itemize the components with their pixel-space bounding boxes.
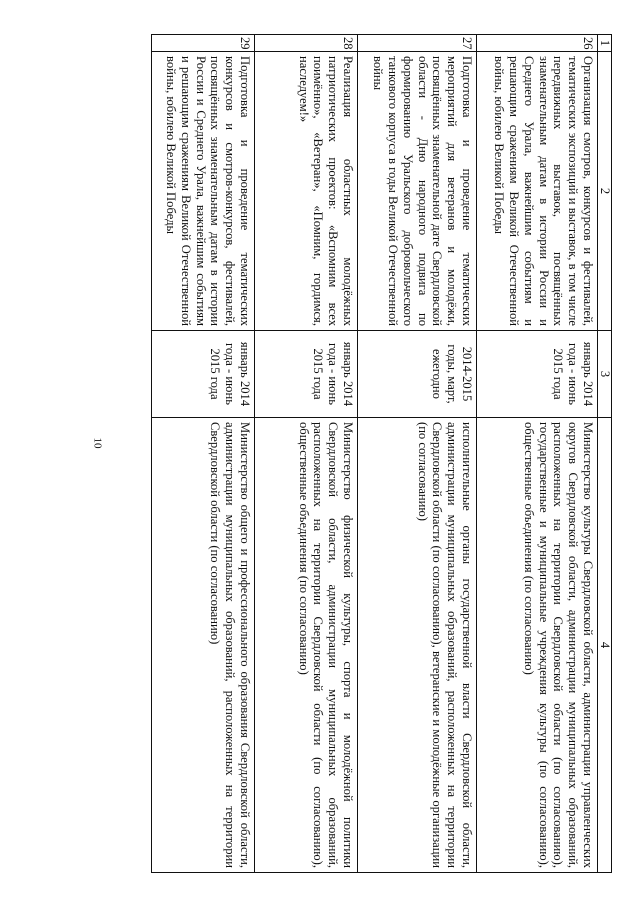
event-period: 2014-2015 годы, март, ежегодно: [358, 331, 477, 418]
table-row: [152, 35, 255, 873]
row-number: 26: [477, 35, 598, 52]
header-col-4: 4: [598, 418, 612, 873]
row-number: 29: [152, 35, 255, 52]
row-number: 27: [358, 35, 477, 52]
table-row: [255, 35, 358, 873]
responsible-parties: Министерство общего и профессионального образования Свердловской области, администрации муниципальных образований, расположенных на территории Свердловской области (по согласованию): [152, 418, 255, 873]
header-col-3: 3: [598, 331, 612, 418]
table-header-row: [598, 35, 612, 873]
table-row: [477, 35, 598, 873]
event-description: Организация смотров, конкурсов и фестивалей, тематических экспозиций и выставок, в том числе передвижных выставок, посвящённых знаменательным датам в истории России и Среднего Урала, важнейшим событиям и решающим сражениям Великой Отечественной войны, юбилею Великой Победы: [477, 52, 598, 331]
event-period: январь 2014 года - июнь 2015 года: [152, 331, 255, 418]
responsible-parties: исполнительные органы государственной власти Свердловской области, администрации муниципальных образований, расположенных на территории Свердловской области (по согласованию), ветеранские и молодёжные организации (по согласованию): [358, 418, 477, 873]
event-period: январь 2014 года - июнь 2015 года: [477, 331, 598, 418]
row-number: 28: [255, 35, 358, 52]
page-number: 10: [91, 437, 104, 449]
event-description: Подготовка и проведение тематических конкурсов и смотров-конкурсов, фестивалей, посвящённых знаменательным датам в истории России и Среднего Урала, важнейшим событиям и решающим сражениям Великой Отечественной войны, юбилею Великой Победы: [152, 52, 255, 331]
event-description: Подготовка и проведение тематических мероприятий для ветеранов и молодёжи, посвящённых знаменательной дате Свердловской области - Дню народного подвига по формированию Уральского добровольческого танкового корпуса в годы Великой Отечественной войны: [358, 52, 477, 331]
plan-table: [151, 34, 612, 873]
rotated-table-container: [101, 34, 612, 872]
header-col-1: 1: [598, 35, 612, 52]
header-col-2: 2: [598, 52, 612, 331]
responsible-parties: Министерство физической культуры, спорта и молодёжной политики Свердловской области, администрации муниципальных образований, расположенных на территории Свердловской области (по согласованию), общественные объединения (по согласованию): [255, 418, 358, 873]
table-row: [358, 35, 477, 873]
event-period: январь 2014 года - июнь 2015 года: [255, 331, 358, 418]
responsible-parties: Министерство культуры Свердловской области, администрации управленческих округов Свердловской области, администрации муниципальных образований, расположенных на территории Свердловской области (по согласованию), государственные и муниципальные учреждения культуры (по согласованию), общественные объединения (по согласованию): [477, 418, 598, 873]
event-description: Реализация областных молодёжных патриотических проектов: «Вспомним всех поимённо», «Ветеран», «Помним, гордимся, наследуем!»: [255, 52, 358, 331]
